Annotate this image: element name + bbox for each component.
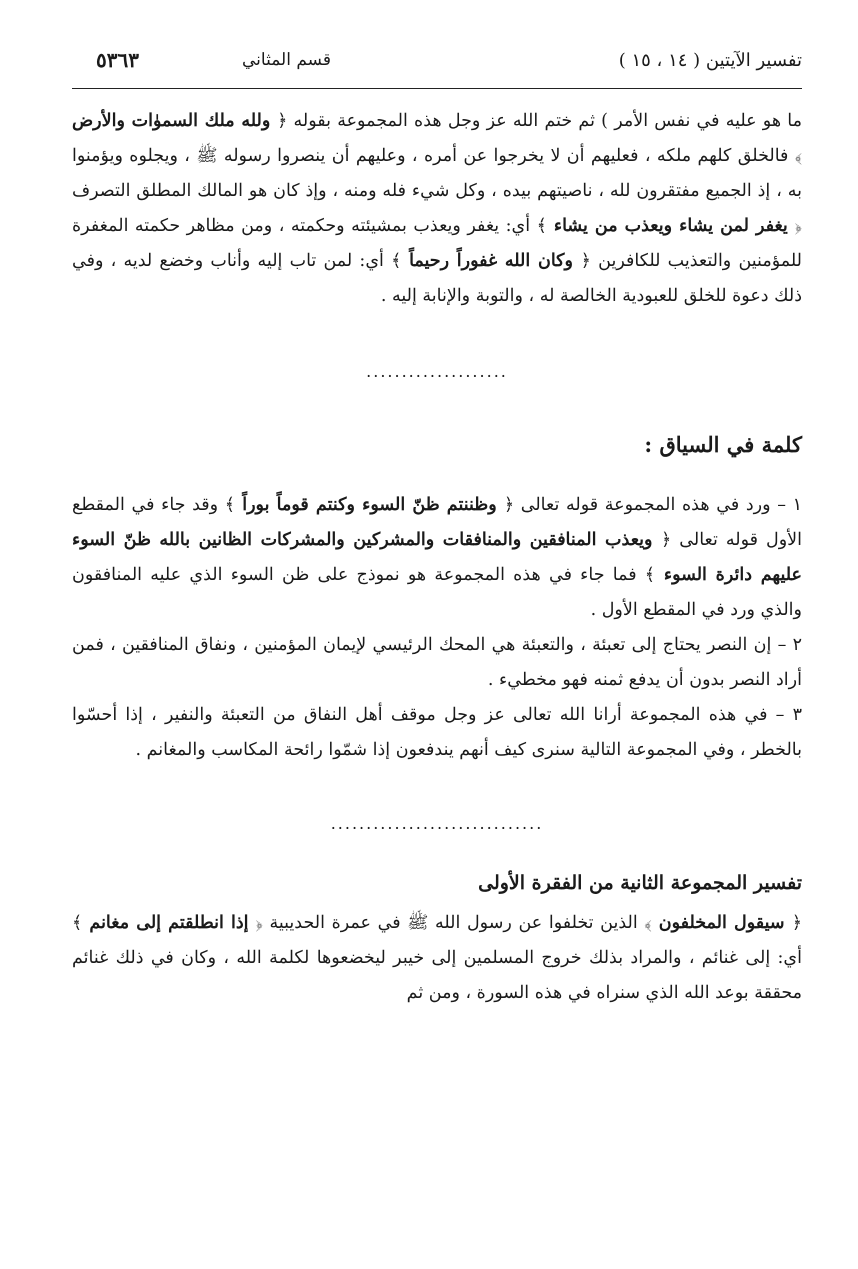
surah-reference: تفسير الآيتين ( ١٤ ، ١٥ ) <box>618 50 802 71</box>
text-run: ١ – ورد في هذه المجموعة قوله تعالى ﴿ <box>503 495 803 515</box>
tafsir-paragraph <box>72 906 802 1011</box>
tafsir-heading: تفسير المجموعة الثانية من الفقرة الأولى <box>478 872 802 894</box>
context-item-2: ٢ – إن النصر يحتاج إلى تعبئة ، والتعبئة هي المحك الرئيسي لإيمان المؤمنين ، ونفاق المنافقين ، فمن أراد النصر بدون أن يدفع ثمنه فهو مخطيء . <box>72 635 802 690</box>
page-content <box>72 104 802 1011</box>
dotted-separator: .................... <box>366 362 508 381</box>
text-run: ﴿ <box>791 913 802 933</box>
text-run: ﴾ وقد جاء في المقطع الأول قوله تعالى ﴿ <box>72 495 802 550</box>
quran-verse: إذا انطلقتم إلى مغانم <box>82 913 256 933</box>
page-header <box>72 44 802 89</box>
text-run: ﴾ أي: لمن تاب إليه وأناب وخضع لديه ، وفي ذلك دعوة للخلق للعبودية الخالصة له ، والتوبة والإنابة إليه . <box>72 251 802 306</box>
quran-verse: ويعذب المنافقين والمنافقات والمشركين والمشركات الظانين بالله ظنّ السوء عليهم دائرة السوء <box>72 530 803 585</box>
quran-verse: ولله ملك السموٰات والأرض <box>72 111 278 131</box>
page-number: ٥٣٦٣ <box>96 48 139 72</box>
quran-verse: يغفر لمن يشاء ويعذب من يشاء <box>546 216 795 236</box>
text-run: ﴾ فالخلق كلهم ملكه ، فعليهم أن لا يخرجوا عن أمره ، وعليهم أن ينصروا رسوله ﷺ ، ويجلوه ويؤمنوا به ، إذ الجميع مفتقرون لله ، ناصيتهم بيده ، وكل شيء فله ومنه ، وإذ كان هو المالك المطلق التصرف ﴿ <box>72 146 802 236</box>
dotted-separator: .............................. <box>330 814 544 833</box>
text-run: ﴾ أي: يغفر ويعذب بمشيئته وحكمته ، ومن مظاهر حكمته المغفرة للمؤمنين والتعذيب للكافرين ﴿ <box>72 216 802 271</box>
text-run: ما هو عليه في نفس الأمر ) ثم ختم الله عز وجل هذه المجموعة بقوله ﴿ <box>277 111 803 131</box>
quran-verse: سيقول المخلفون <box>651 913 792 933</box>
text-run: ﴾ الذين تخلفوا عن رسول الله ﷺ في عمرة الحديبية ﴿ <box>255 913 652 933</box>
context-heading: كلمة في السياق : <box>644 432 802 457</box>
quran-verse: وظننتم ظنّ السوء وكنتم قوماً بوراً <box>235 495 504 515</box>
text-run: ﴾ أي: إلى غنائم ، والمراد بذلك خروج المسلمين إلى خيبر ليخضعوها لكلمة الله ، وكان في ذلك غنائم محققة بوعد الله الذي سنراه في هذه السورة ، ومن ثم <box>72 913 802 1003</box>
context-item-1 <box>72 488 802 628</box>
quran-verse: وكان الله غفوراً رحيماً <box>401 251 581 271</box>
text-run: ﴾ فما جاء في هذه المجموعة هو نموذج على ظن السوء الذي عليه المنافقون والذي ورد في المقطع الأول . <box>72 565 802 620</box>
section-label: قسم المثاني <box>242 50 331 70</box>
intro-paragraph <box>72 104 802 314</box>
context-item-3: ٣ – في هذه المجموعة أرانا الله تعالى عز وجل موقف أهل النفاق من التعبئة والنفير ، إذا أحسّوا بالخطر ، وفي المجموعة التالية سنرى كيف أنهم يندفعون إذا شمّوا رائحة المكاسب والمغانم . <box>72 705 802 760</box>
